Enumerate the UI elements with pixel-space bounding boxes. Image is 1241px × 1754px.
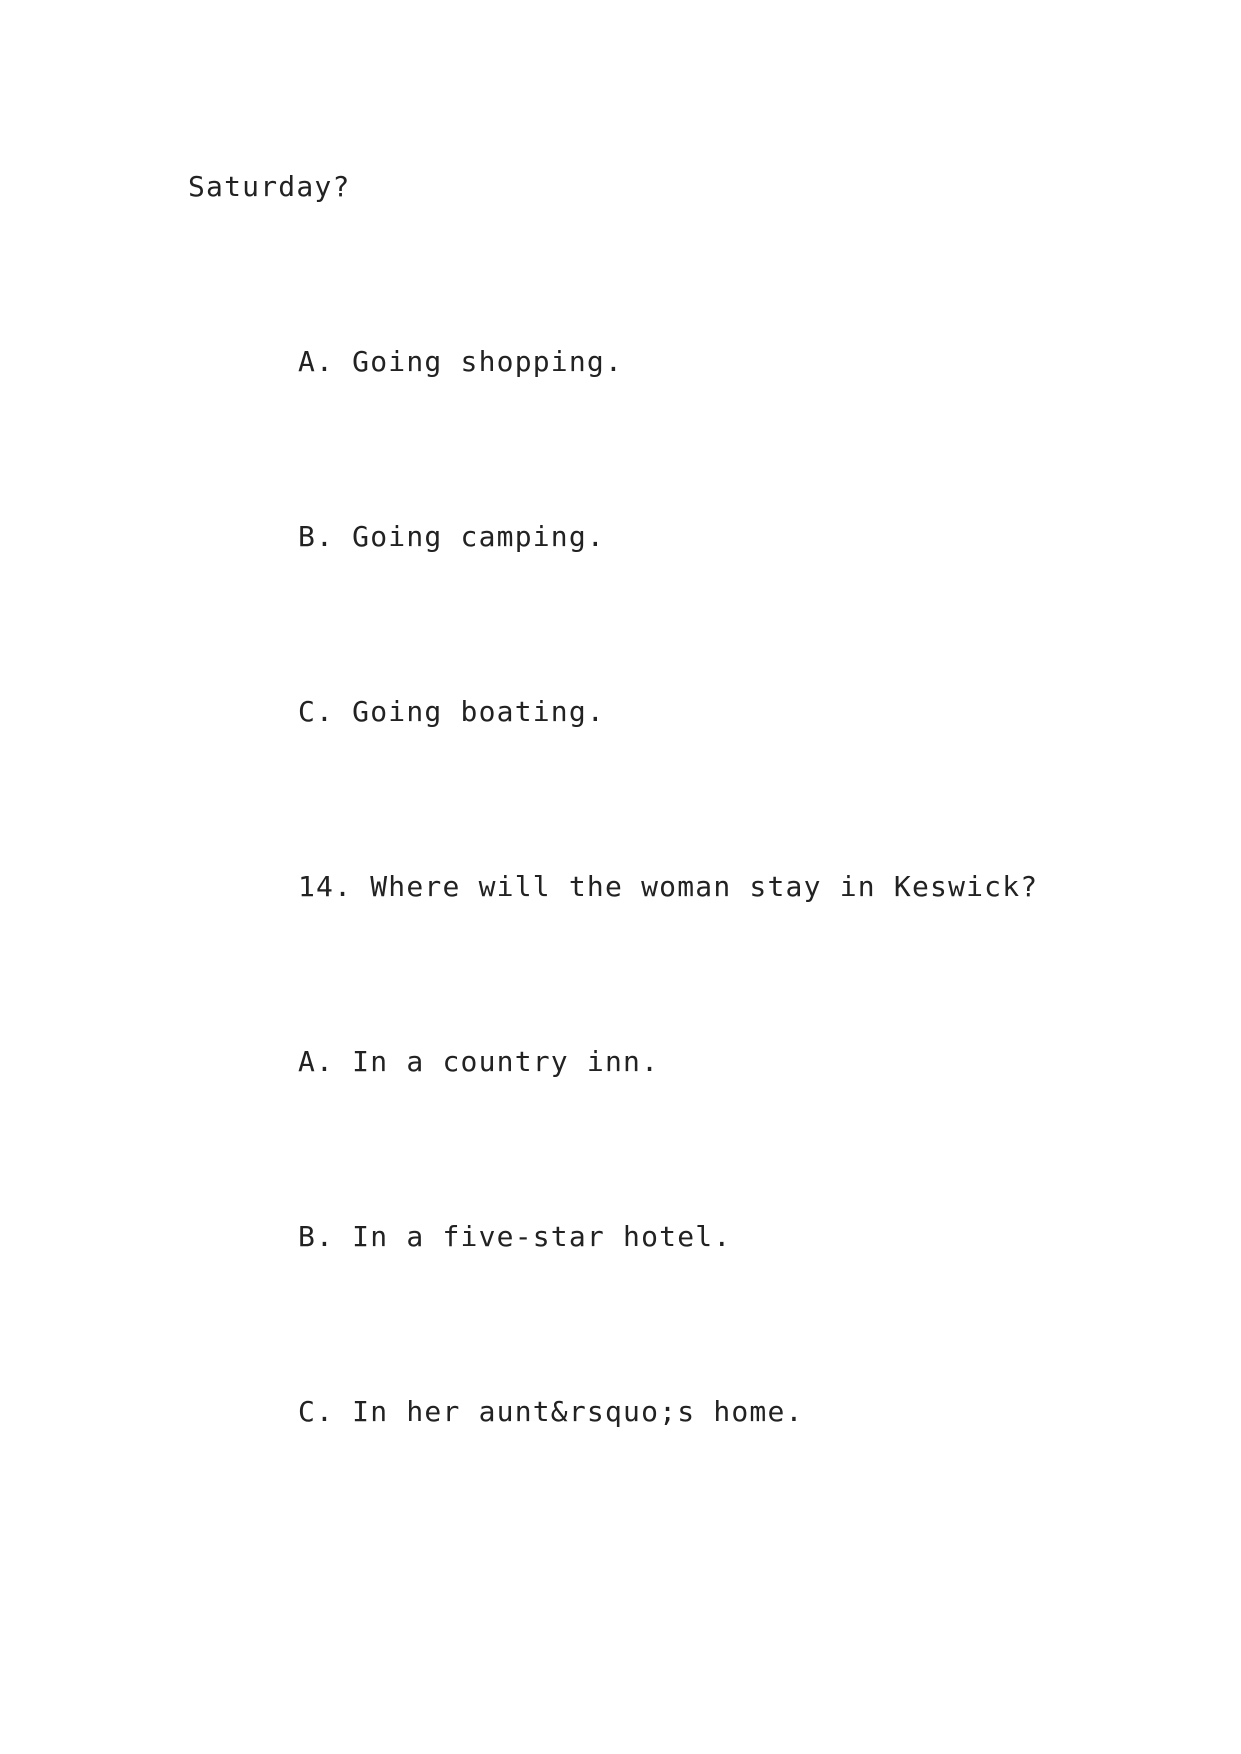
q14-option-c: C. In her aunt&rsquo;s home.: [298, 1395, 804, 1428]
q13-option-c: C. Going boating.: [298, 695, 605, 728]
question-continuation: Saturday?: [188, 170, 351, 203]
q13-option-a: A. Going shopping.: [298, 345, 624, 378]
q14-option-a: A. In a country inn.: [298, 1045, 660, 1078]
q14-question: 14. Where will the woman stay in Keswick?: [298, 870, 1039, 903]
q14-option-b: B. In a five-star hotel.: [298, 1220, 732, 1253]
q13-option-b: B. Going camping.: [298, 520, 605, 553]
